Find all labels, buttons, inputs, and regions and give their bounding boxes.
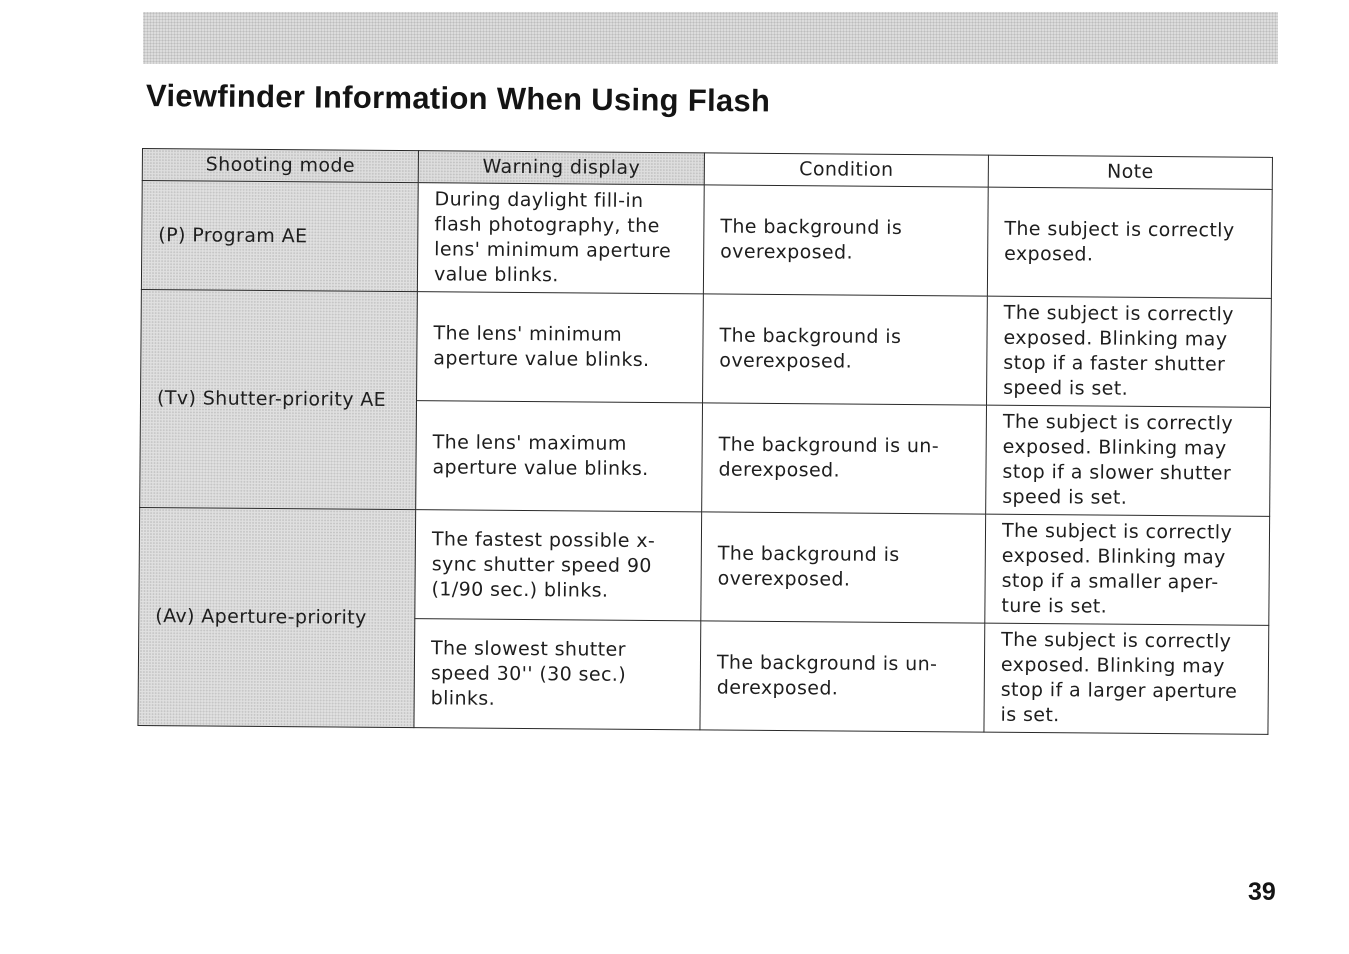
note-cell: The subject is correctly exposed. Blinking may stop if a slower shutter speed is set.	[986, 405, 1271, 516]
mode-cell-shutter-priority: (Tv) Shutter-priority AE	[140, 289, 418, 509]
note-cell: The subject is correctly exposed. Blinking may stop if a larger aperture is set.	[984, 623, 1269, 734]
note-cell: The subject is correctly exposed. Blinking may stop if a faster shutter speed is set.	[987, 296, 1272, 407]
flash-info-table	[137, 148, 1273, 735]
header-warning-display: Warning display	[418, 151, 704, 185]
condition-cell: The background is un-derexposed.	[702, 403, 987, 514]
mode-cell-program-ae: (P) Program AE	[141, 181, 418, 292]
warning-cell: During daylight fill-in flash photography, the lens' minimum aperture value blinks.	[417, 183, 704, 294]
flash-info-table-wrapper	[137, 148, 1273, 735]
warning-cell: The lens' minimum aperture value blinks.	[417, 292, 704, 403]
header-note: Note	[988, 155, 1272, 189]
note-cell: The subject is correctly exposed. Blinking may stop if a smaller aper-ture is set.	[985, 514, 1270, 625]
header-condition: Condition	[704, 153, 988, 187]
note-cell: The subject is correctly exposed.	[987, 187, 1272, 298]
page-title: Viewfinder Information When Using Flash	[145, 78, 771, 119]
top-shaded-band	[143, 12, 1278, 64]
condition-cell: The background is un-derexposed.	[700, 621, 985, 732]
warning-cell: The fastest possible x-sync shutter speed 90 (1/90 sec.) blinks.	[415, 510, 702, 621]
condition-cell: The background is overexposed.	[703, 185, 988, 296]
table-row	[141, 181, 1272, 299]
warning-cell: The lens' maximum aperture value blinks.	[416, 401, 703, 512]
header-shooting-mode: Shooting mode	[142, 149, 418, 183]
mode-cell-aperture-priority: (Av) Aperture-priority	[138, 507, 416, 727]
table-row	[141, 289, 1272, 407]
warning-cell: The slowest shutter speed 30'' (30 sec.) blinks.	[414, 619, 701, 730]
condition-cell: The background is overexposed.	[703, 294, 988, 405]
condition-cell: The background is overexposed.	[701, 512, 986, 623]
table-row	[139, 507, 1270, 625]
page-number: 39	[1248, 878, 1276, 906]
